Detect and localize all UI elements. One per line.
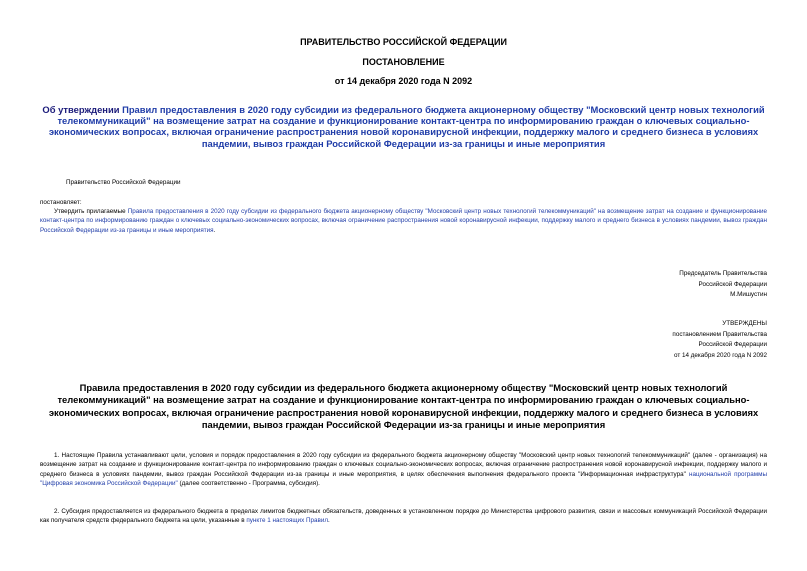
signature-country: Российской Федерации [698,280,767,288]
para1-text-end: (далее соответственно - Программа, субсидия). [177,479,320,487]
document-title [40,104,767,149]
signature-name: М.Мишустин [730,291,767,298]
approve-paragraph [40,207,767,235]
para2-text-end: . [328,517,330,525]
para2-text-start: 2. Субсидия предоставляется из федерального бюджета в пределах лимитов бюджетных обязательств, доведенных в установленном порядке до Министерства цифрового развития, связи и массовых коммуникаций Российской Федерации как получателя средств федерального бюджета на цели, указанные в [40,508,767,525]
preamble-decides: постановляет: [40,199,82,206]
document-type-heading: ПОСТАНОВЛЕНИЕ [362,57,445,67]
signature-position: Председатель Правительства [679,270,767,277]
title-prefix: Об утверждении [42,104,123,115]
document-date-number: от 14 декабря 2020 года N 2092 [334,76,473,86]
approved-date-number: от 14 декабря 2020 года N 2092 [673,351,767,359]
title-rules-link[interactable]: Правил предоставления в 2020 году субсидии из федерального бюджета акционерному обществу "Московский центр новых технологий телекоммуникаций" на возмещение затрат на создание и функционирование контакт-центра по информированию граждан о ключевых социально-экономических вопросах, включая ограничение распространения новой коронавирусной инфекции, поддержку малого и среднего бизнеса в условиях пандемии, вывоз граждан Российской Федерации из-за границы и иные мероприятия [48,104,765,149]
para1-text-start: 1. Настоящие Правила устанавливают цели, условия и порядок предоставления в 2020 году субсидии из федерального бюджета акционерному обществу "Московский центр новых технологий телекоммуникаций" (далее - организация) на возмещение затрат на создание и функционирование контакт-центра по информированию граждан о ключевых социально-экономических вопросах, включая ограничение распространения новой коронавирусной инфекции, поддержку малого и среднего бизнеса в условиях пандемии, вывоз граждан Российской Федерации из-за границы и иные мероприятия, в целях обеспечения выполнения федерального проекта "Информационная инфраструктура" [40,452,767,478]
approved-block [672,319,767,361]
rules-title: Правила предоставления в 2020 году субсидии из федерального бюджета акционерному обществу "Московский центр новых технологий телекоммуникаций" на возмещение затрат на создание и функционирование контакт-центра по информированию граждан о ключевых социально-экономических вопросах, включая ограничение распространения новой коронавирусной инфекции, поддержку малого и среднего бизнеса в условиях пандемии, вывоз граждан Российской Федерации из-за границы и иные мероприятия [48,382,759,431]
rules-paragraph-2 [40,507,767,526]
approved-label: УТВЕРЖДЕНЫ [722,320,767,327]
rules-point-1-link[interactable]: пункте 1 настоящих Правил [246,517,329,525]
government-heading: ПРАВИТЕЛЬСТВО РОССИЙСКОЙ ФЕДЕРАЦИИ [300,37,507,47]
approve-rules-link[interactable]: Правила предоставления в 2020 году субсидии из федерального бюджета акционерному обществу "Московский центр новых технологий телекоммуникаций" на возмещение затрат на создание и функционирование контакт-центра по информированию граждан о ключевых социально-экономических вопросах, включая ограничение распространения новой коронавирусной инфекции, поддержку малого и среднего бизнеса в условиях пандемии, вывоз граждан Российской Федерации из-за границы и иные мероприятия [40,208,768,234]
signature-block [679,269,767,301]
rules-paragraph-1 [40,451,767,488]
approve-prefix: Утвердить прилагаемые [54,208,128,215]
preamble-government: Правительство Российской Федерации [66,179,181,186]
approved-by: постановлением Правительства [672,330,767,338]
approve-suffix: . [213,226,216,234]
approved-country: Российской Федерации [698,341,767,348]
national-program-link[interactable]: национальной программы "Цифровая экономика Российской Федерации" [40,470,767,487]
